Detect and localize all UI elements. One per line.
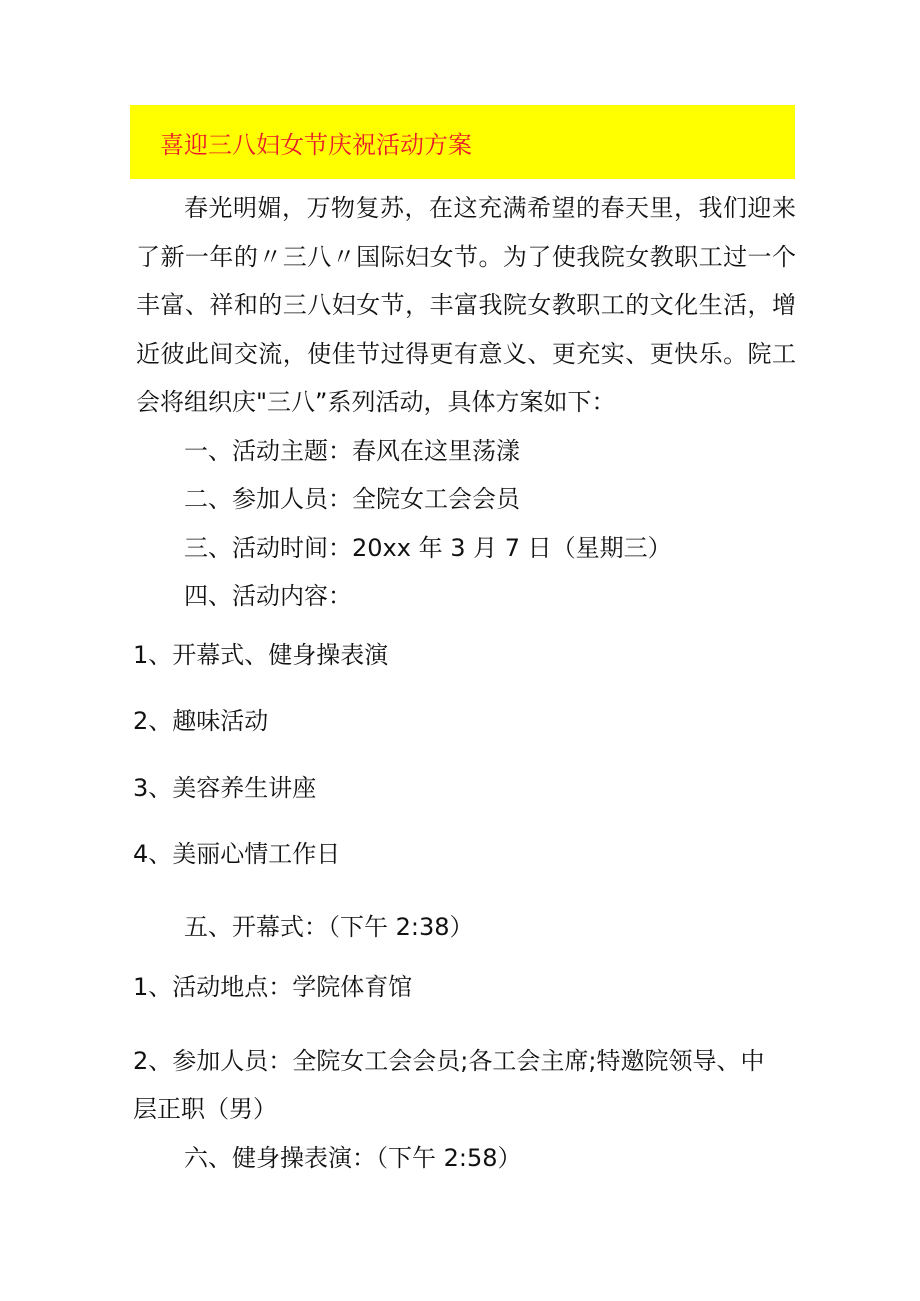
opening-location: 1、活动地点：学院体育馆 [133, 973, 413, 1001]
opening-participants-line1: 2、参加人员：全院女工会会员;各工会主席;特邀院领导、中 [133, 1047, 765, 1075]
list-item: 2、趣味活动 [133, 707, 269, 735]
section-opening-heading: 五、开幕式：（下午 2:38） [184, 913, 474, 941]
intro-paragraph: 春光明媚，万物复苏，在这充满希望的春天里，我们迎来了新一年的〃三八〃国际妇女节。为了使我院女教职工过一个丰富、祥和的三八妇女节，丰富我院女教职工的文化生活，增近彼此间交流，使佳节过得更有意义、更充实、更快乐。院工会将组织庆"三八”系列活动，具体方案如下： [136, 194, 796, 416]
document-title: 喜迎三八妇女节庆祝活动方案 [160, 131, 472, 159]
section-theme: 一、活动主题：春风在这里荡漾 [184, 437, 520, 465]
list-item: 4、美丽心情工作日 [133, 840, 341, 868]
section-fitness-heading: 六、健身操表演：（下午 2:58） [184, 1144, 522, 1172]
section-content-heading: 四、活动内容： [184, 582, 352, 610]
opening-participants-line2: 层正职（男） [133, 1095, 277, 1123]
list-item: 3、美容养生讲座 [133, 774, 317, 802]
title-banner [130, 105, 795, 179]
section-participants: 二、参加人员：全院女工会会员 [184, 485, 520, 513]
list-item: 1、开幕式、健身操表演 [133, 641, 389, 669]
section-time: 三、活动时间：20xx 年 3 月 7 日（星期三） [184, 534, 672, 562]
